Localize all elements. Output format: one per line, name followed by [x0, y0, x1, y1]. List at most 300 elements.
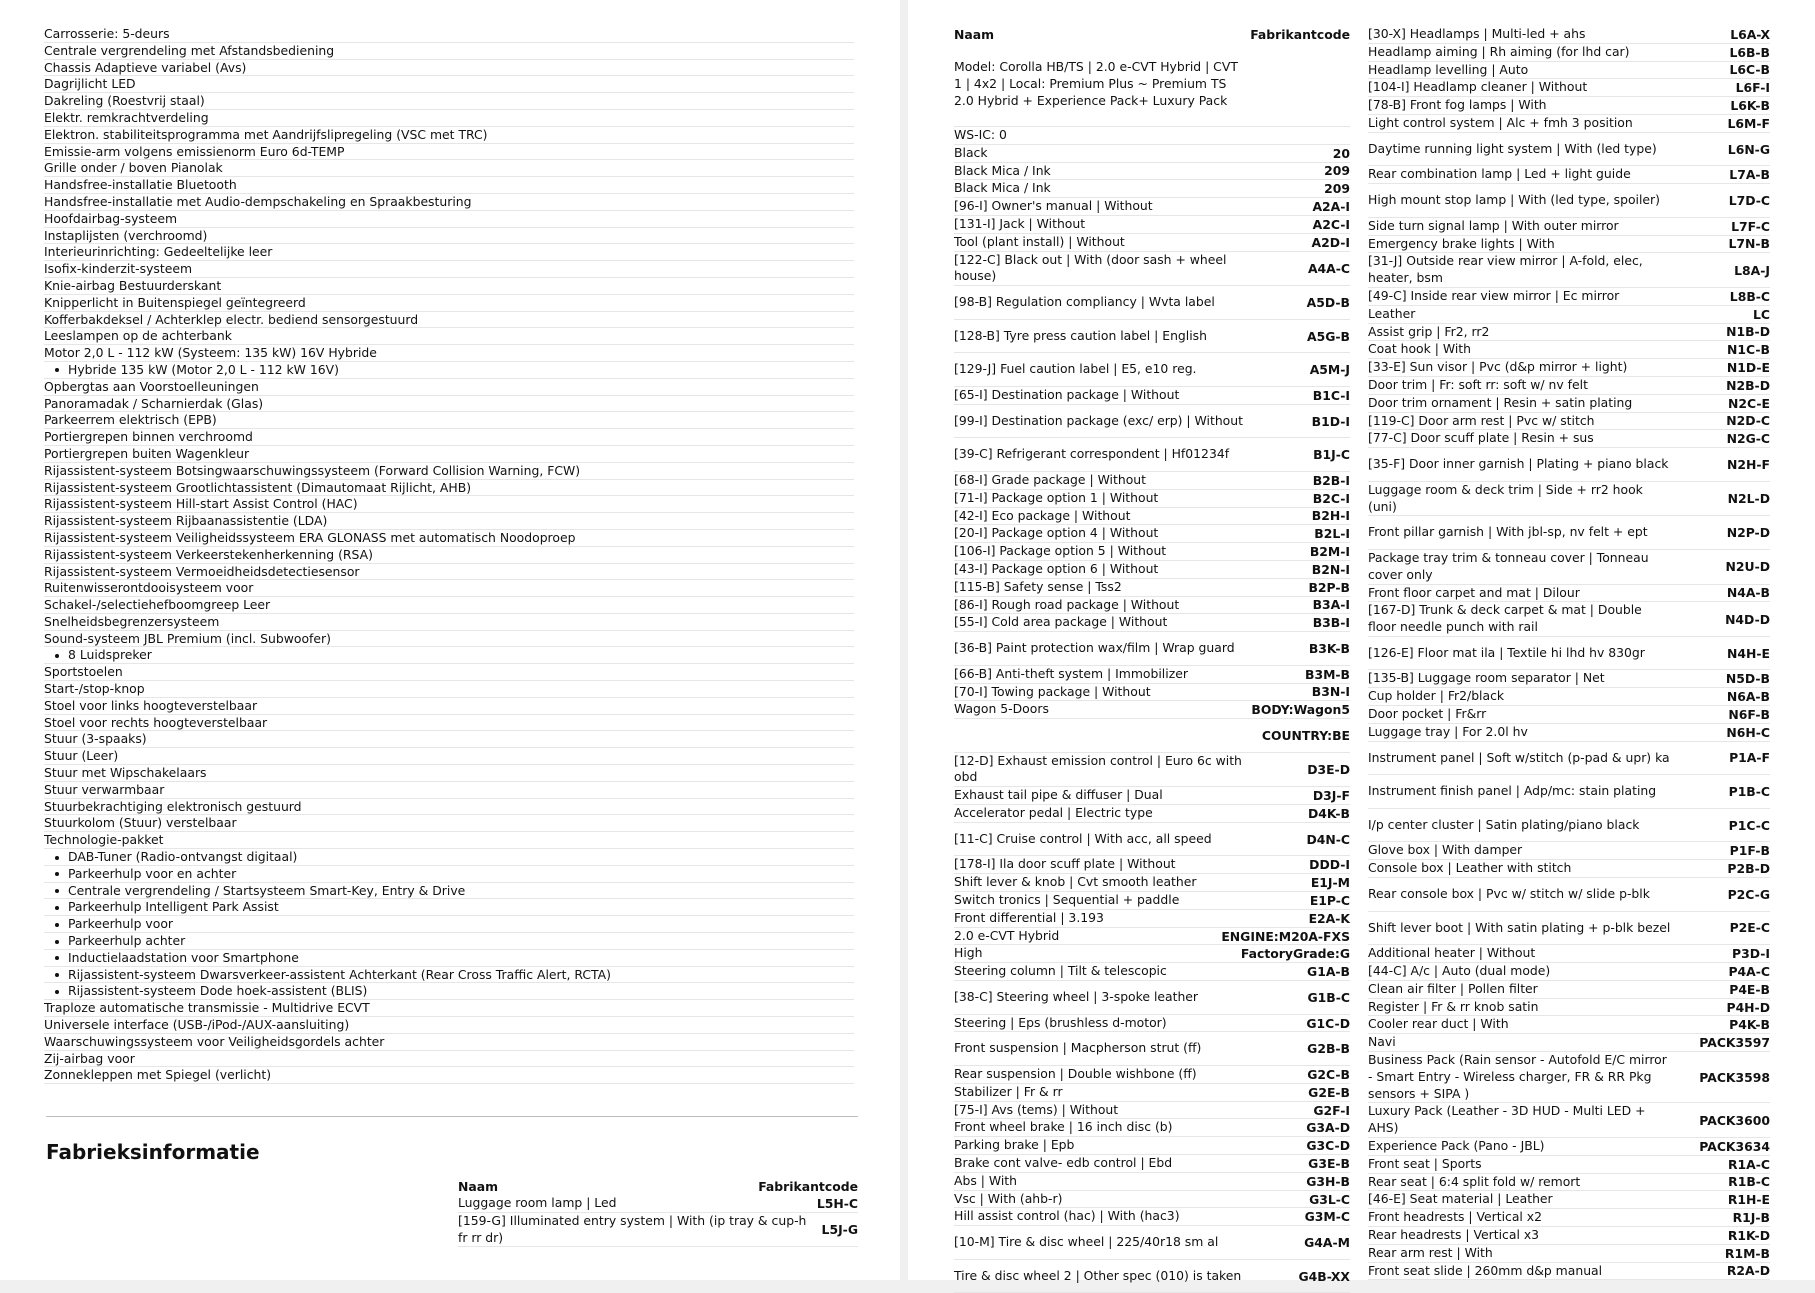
row-name: Hill assist control (hac) | With (hac3)	[954, 1208, 1180, 1224]
table-row	[1368, 1034, 1770, 1052]
table-row	[1368, 1138, 1770, 1156]
row-code: N6H-C	[1726, 724, 1770, 740]
row-name: Glove box | With damper	[1368, 842, 1523, 858]
table-row	[1368, 324, 1770, 342]
row-code: B3B-I	[1312, 615, 1350, 631]
row-name: Black Mica / Ink	[954, 162, 1051, 178]
row-code: D4N-C	[1306, 831, 1350, 847]
row-name: Tool (plant install) | Without	[954, 233, 1125, 249]
table-row	[1368, 688, 1770, 706]
row-name: Rear arm rest | With	[1368, 1244, 1493, 1260]
row-code: PACK3597	[1699, 1035, 1770, 1051]
feature-item: Carrosserie: 5-deurs	[44, 26, 854, 43]
section-title: Fabrieksinformatie	[46, 1140, 260, 1164]
row-code: L7D-C	[1728, 192, 1770, 208]
table-row	[1368, 1016, 1770, 1034]
table-row	[954, 234, 1350, 252]
table-row	[1368, 724, 1770, 742]
row-code: P2B-D	[1727, 861, 1770, 877]
row-code: N2C-E	[1728, 395, 1770, 411]
row-code: N6A-B	[1726, 689, 1770, 705]
feature-item: Centrale vergrendeling met Afstandsbediening	[44, 43, 854, 60]
row-code: N2P-D	[1726, 525, 1770, 541]
table-row	[954, 597, 1350, 615]
feature-item: Rijassistent-systeem Verkeerstekenherkenning (RSA)	[44, 547, 854, 564]
row-name: Luggage room & deck trim | Side + rr2 hook (uni)	[1368, 481, 1643, 514]
row-name: [31-J] Outside rear view mirror | A-fold, elec, heater, bsm	[1368, 253, 1643, 286]
row-code: R1M-B	[1724, 1245, 1770, 1261]
row-name: [36-B] Paint protection wax/film | Wrap guard	[954, 640, 1235, 655]
table-row	[954, 910, 1350, 928]
row-name: [129-J] Fuel caution label | E5, e10 reg.	[954, 361, 1197, 377]
page-left	[0, 0, 900, 1280]
table-row	[954, 1102, 1350, 1120]
row-name: [49-C] Inside rear view mirror | Ec mirror	[1368, 287, 1620, 303]
table-row	[1368, 44, 1770, 62]
row-code: P4K-B	[1729, 1017, 1770, 1033]
feature-item: Dagrijlicht LED	[44, 76, 854, 93]
row-code: P4A-C	[1728, 963, 1770, 979]
row-code: 20	[1332, 145, 1350, 161]
row-name: [99-I] Destination package (exc/ erp) | Without	[954, 412, 1243, 428]
table-row	[954, 320, 1350, 354]
row-code: G3C-D	[1306, 1138, 1350, 1154]
row-name: 2.0 e-CVT Hybrid	[954, 927, 1060, 943]
row-code: G3L-C	[1309, 1191, 1350, 1207]
row-code: L6K-B	[1730, 98, 1770, 114]
row-name: Package tray trim & tonneau cover | Tonneau cover only	[1368, 549, 1649, 582]
table-row	[954, 145, 1350, 163]
table-row	[954, 561, 1350, 579]
row-code: A5G-B	[1307, 328, 1350, 344]
feature-item: Parkeerrem elektrisch (EPB)	[44, 412, 854, 429]
feature-item: Stoel voor links hoogteverstelbaar	[44, 698, 854, 715]
row-name: [96-I] Owner's manual | Without	[954, 198, 1153, 214]
table-row	[1368, 637, 1770, 671]
row-name: Accelerator pedal | Electric type	[954, 805, 1153, 821]
row-name: Luggage tray | For 2.0l hv	[1368, 723, 1528, 739]
row-code: B3A-I	[1312, 597, 1350, 613]
row-name: Front differential | 3.193	[954, 909, 1104, 925]
row-name: [78-B] Front fog lamps | With	[1368, 97, 1547, 113]
table-row	[954, 543, 1350, 561]
row-name: I/p center cluster | Satin plating/piano black	[1368, 816, 1640, 832]
table-row	[954, 823, 1350, 857]
row-code: B3M-B	[1305, 666, 1350, 682]
row-code: B2H-I	[1311, 508, 1350, 524]
row-code: A4A-C	[1307, 260, 1350, 276]
row-code: B3K-B	[1308, 640, 1350, 656]
table-row	[458, 1213, 858, 1248]
row-code: N1B-D	[1726, 324, 1770, 340]
row-code: P2C-G	[1727, 886, 1770, 902]
row-name: [106-I] Package option 5 | Without	[954, 543, 1167, 559]
table-row	[1368, 1103, 1770, 1138]
row-name: Daytime running light system | With (led type)	[1368, 140, 1657, 156]
row-name: Vsc | With (ahb-r)	[954, 1190, 1063, 1206]
row-code: B2C-I	[1312, 490, 1350, 506]
row-code: L6A-X	[1730, 26, 1770, 42]
table-row	[954, 614, 1350, 632]
row-code: R1J-B	[1732, 1210, 1770, 1226]
row-name: Instrument panel | Soft w/stitch (p-pad & upr) ka	[1368, 749, 1670, 765]
row-name: Shift lever boot | With satin plating + p-blk bezel	[1368, 919, 1671, 935]
row-name: Light control system | Alc + fmh 3 position	[1368, 114, 1633, 130]
table-row	[954, 684, 1350, 702]
row-name: [86-I] Rough road package | Without	[954, 596, 1180, 612]
row-name: Switch tronics | Sequential + paddle	[954, 892, 1180, 908]
feature-subitem: Parkeerhulp voor	[44, 916, 854, 933]
feature-item: Kofferbakdeksel / Achterklep electr. bediend sensorgestuurd	[44, 312, 854, 329]
row-code: L8A-J	[1734, 262, 1770, 278]
feature-item: Rijassistent-systeem Grootlichtassistent (Dimautomaat Rijlicht, AHB)	[44, 480, 854, 497]
table-row	[954, 387, 1350, 405]
row-name: [119-C] Door arm rest | Pvc w/ stitch	[1368, 412, 1595, 428]
row-code: G2F-I	[1313, 1102, 1350, 1118]
table-row	[1368, 1052, 1770, 1103]
row-name: Rear combination lamp | Led + light guide	[1368, 166, 1631, 182]
row-name: [128-B] Tyre press caution label | English	[954, 327, 1207, 343]
row-code: B2B-I	[1312, 472, 1350, 488]
table-row	[954, 216, 1350, 234]
table-row	[954, 508, 1350, 526]
row-code: P1B-C	[1728, 784, 1770, 800]
feature-subitem: Inductielaadstation voor Smartphone	[44, 950, 854, 967]
table-row	[954, 963, 1350, 981]
table-row	[1368, 26, 1770, 44]
table-row	[954, 805, 1350, 823]
table-row	[1368, 602, 1770, 637]
row-code: D4K-B	[1307, 805, 1350, 821]
row-code: G1B-C	[1307, 989, 1350, 1005]
feature-item: Zij-airbag voor	[44, 1051, 854, 1068]
page-right	[908, 0, 1815, 1284]
row-name: Wagon 5-Doors	[954, 701, 1049, 717]
row-name: Headlamp aiming | Rh aiming (for lhd car)	[1368, 43, 1630, 59]
table-row	[954, 1191, 1350, 1209]
feature-item: Portiergrepen buiten Wagenkleur	[44, 446, 854, 463]
table-row	[954, 198, 1350, 216]
feature-item: Rijassistent-systeem Veiligheidssysteem ERA GLONASS met automatisch Noodoproep	[44, 530, 854, 547]
row-code: A2A-I	[1312, 199, 1350, 215]
row-name: Black Mica / Ink	[954, 180, 1051, 196]
feature-subitem: 8 Luidspreker	[44, 647, 854, 664]
row-code: R1H-E	[1727, 1192, 1770, 1208]
table-row	[954, 163, 1350, 181]
table-row	[954, 1260, 1350, 1293]
table-row	[1368, 1245, 1770, 1263]
row-code: B1J-C	[1313, 447, 1350, 463]
row-name: [43-I] Package option 6 | Without	[954, 560, 1159, 576]
row-code: N2H-F	[1727, 456, 1770, 472]
row-name: [122-C] Black out | With (door sash + wheel house)	[954, 251, 1227, 284]
factory-table-col1	[954, 26, 1350, 1293]
row-code: G2E-B	[1308, 1084, 1350, 1100]
row-code: G3M-C	[1304, 1209, 1350, 1225]
row-code: G2C-B	[1307, 1066, 1350, 1082]
row-code: L5H-C	[816, 1195, 858, 1211]
table-row	[954, 787, 1350, 805]
row-code: R1A-C	[1728, 1156, 1770, 1172]
row-name: [178-I] Ila door scuff plate | Without	[954, 856, 1176, 872]
table-row	[1368, 516, 1770, 550]
table-row	[954, 719, 1350, 753]
row-code: L7N-B	[1728, 236, 1770, 252]
row-code: N4D-D	[1725, 611, 1770, 627]
row-name: Luggage room lamp | Led	[458, 1195, 617, 1210]
table-row	[1368, 448, 1770, 482]
row-name: Front seat | Sports	[1368, 1155, 1482, 1171]
row-name: Model: Corolla HB/TS | 2.0 e-CVT Hybrid | CVT 1 | 4x2 | Local: Premium Plus ~ Premium TS 2.0 Hybrid + Experience Pack+ Luxury Pack	[954, 59, 1238, 108]
row-code: FactoryGrade:G	[1240, 946, 1350, 962]
row-code: B2L-I	[1314, 526, 1350, 542]
row-code: N4H-E	[1727, 645, 1770, 661]
row-code: D3E-D	[1307, 761, 1350, 777]
table-row	[1368, 963, 1770, 981]
table-header	[954, 26, 1350, 43]
row-name: Clean air filter | Pollen filter	[1368, 980, 1538, 996]
row-name: [44-C] A/c | Auto (dual mode)	[1368, 963, 1551, 979]
row-code: 209	[1324, 181, 1350, 197]
row-name: High mount stop lamp | With (led type, spoiler)	[1368, 192, 1660, 208]
table-row	[954, 525, 1350, 543]
table-row	[1368, 253, 1770, 288]
row-name: Rear seat | 6:4 split fold w/ remort	[1368, 1173, 1581, 1189]
row-name: [115-B] Safety sense | Tss2	[954, 578, 1122, 594]
row-code: B2P-B	[1308, 579, 1350, 595]
feature-subitem: Parkeerhulp achter	[44, 933, 854, 950]
feature-item: Sound-systeem JBL Premium (incl. Subwoofer)	[44, 631, 854, 648]
row-name: [30-X] Headlamps | Multi-led + ahs	[1368, 26, 1586, 41]
table-row	[954, 1155, 1350, 1173]
row-code: R2A-D	[1726, 1263, 1770, 1279]
row-name: Rear console box | Pvc w/ stitch w/ slide p-blk	[1368, 885, 1650, 901]
table-row	[954, 1066, 1350, 1084]
table-row	[1368, 945, 1770, 963]
row-name: [70-I] Towing package | Without	[954, 683, 1151, 699]
row-name: Door pocket | Fr&rr	[1368, 706, 1487, 722]
table-row	[1368, 218, 1770, 236]
feature-item: Stuur verwarmbaar	[44, 782, 854, 799]
table-row	[1368, 809, 1770, 843]
feature-item: Dakreling (Roestvrij staal)	[44, 93, 854, 110]
row-name: Side turn signal lamp | With outer mirror	[1368, 217, 1619, 233]
table-row	[954, 1208, 1350, 1226]
table-row	[954, 353, 1350, 387]
row-code: A5D-B	[1306, 294, 1350, 310]
row-code: G4A-M	[1304, 1235, 1350, 1250]
row-name: [131-I] Jack | Without	[954, 215, 1086, 231]
row-code: 209	[1324, 163, 1350, 179]
feature-subitem: Parkeerhulp Intelligent Park Assist	[44, 899, 854, 916]
feature-item: Opbergtas aan Voorstoelleuningen	[44, 379, 854, 396]
table-row	[954, 1137, 1350, 1155]
table-row	[1368, 706, 1770, 724]
row-name: Abs | With	[954, 1172, 1017, 1188]
feature-item: Snelheidsbegrenzersysteem	[44, 614, 854, 631]
row-code: A5M-J	[1309, 362, 1350, 378]
table-row	[954, 405, 1350, 439]
row-code: R1B-C	[1728, 1174, 1770, 1190]
row-code: P2E-C	[1729, 920, 1770, 936]
table-row	[1368, 1263, 1770, 1281]
row-name: Steering column | Tilt & telescopic	[954, 963, 1167, 979]
feature-item: Interieurinrichting: Gedeeltelijke leer	[44, 244, 854, 261]
table-row	[1368, 1191, 1770, 1209]
feature-item: Portiergrepen binnen verchroomd	[44, 429, 854, 446]
row-name: Front headrests | Vertical x2	[1368, 1209, 1543, 1225]
row-code: LC	[1753, 306, 1770, 322]
table-header	[458, 1178, 858, 1195]
table-row	[954, 1226, 1350, 1260]
table-row	[954, 1032, 1350, 1066]
feature-item: Stuur met Wipschakelaars	[44, 765, 854, 782]
row-name: Front pillar garnish | With jbl-sp, nv felt + ept	[1368, 524, 1648, 540]
table-row	[954, 981, 1350, 1015]
row-code: N5D-B	[1725, 671, 1770, 687]
row-code: A2D-I	[1311, 234, 1350, 250]
row-code: P3D-I	[1732, 946, 1770, 962]
feature-list	[44, 26, 854, 1084]
table-row	[1368, 550, 1770, 585]
feature-item: Emissie-arm volgens emissienorm Euro 6d-TEMP	[44, 144, 854, 161]
feature-item: Instaplijsten (verchroomd)	[44, 228, 854, 245]
table-row	[1368, 742, 1770, 776]
row-name: High	[954, 945, 983, 961]
feature-item: Rijassistent-systeem Rijbaanassistentie (LDA)	[44, 513, 854, 530]
feature-item: Zonnekleppen met Spiegel (verlicht)	[44, 1067, 854, 1084]
feature-subitem: Rijassistent-systeem Dwarsverkeer-assistent Achterkant (Rear Cross Traffic Alert, RCTA)	[44, 967, 854, 984]
feature-item: Stoel voor rechts hoogteverstelbaar	[44, 715, 854, 732]
row-name: Console box | Leather with stitch	[1368, 860, 1572, 876]
table-row	[1368, 79, 1770, 97]
feature-item: Elektr. remkrachtverdeling	[44, 110, 854, 127]
table-row	[1368, 395, 1770, 413]
table-row	[1368, 482, 1770, 517]
row-code: G2B-B	[1307, 1041, 1350, 1057]
header-code: Fabrikantcode	[758, 1179, 858, 1194]
feature-item: Schakel-/selectiehefboomgreep Leer	[44, 597, 854, 614]
feature-item: Stuur (3-spaaks)	[44, 731, 854, 748]
row-code: B1C-I	[1312, 387, 1350, 403]
feature-item: Knipperlicht in Buitenspiegel geïntegreerd	[44, 295, 854, 312]
table-row	[1368, 585, 1770, 603]
row-name: [126-E] Floor mat ila | Textile hi lhd hv 830gr	[1368, 644, 1645, 660]
row-name: Shift lever & knob | Cvt smooth leather	[954, 874, 1197, 890]
row-code: B3N-I	[1311, 684, 1350, 700]
row-name: Additional heater | Without	[1368, 945, 1536, 961]
table-row	[954, 180, 1350, 198]
row-name: [42-I] Eco package | Without	[954, 507, 1131, 523]
row-name: Cup holder | Fr2/black	[1368, 688, 1505, 704]
feature-item: Handsfree-installatie met Audio-dempschakeling en Spraakbesturing	[44, 194, 854, 211]
row-name: [71-I] Package option 1 | Without	[954, 489, 1159, 505]
feature-item: Sportstoelen	[44, 664, 854, 681]
row-name: [159-G] Illuminated entry system | With (ip tray & cup-h fr rr dr)	[458, 1212, 807, 1245]
table-row	[1368, 842, 1770, 860]
table-row	[954, 701, 1350, 719]
row-code: L6M-F	[1727, 115, 1770, 131]
table-row	[1368, 184, 1770, 218]
row-code: N1D-E	[1726, 360, 1770, 376]
table-row	[1368, 97, 1770, 115]
row-name: [104-I] Headlamp cleaner | Without	[1368, 79, 1588, 95]
row-code: L7F-C	[1731, 218, 1770, 234]
table-row	[1368, 1156, 1770, 1174]
row-name: Assist grip | Fr2, rr2	[1368, 323, 1490, 339]
section-divider	[46, 1116, 858, 1117]
table-row	[458, 1195, 858, 1213]
table-row	[954, 1015, 1350, 1033]
table-row	[1368, 670, 1770, 688]
row-code: N6F-B	[1728, 706, 1770, 722]
row-code: P1A-F	[1729, 750, 1770, 766]
feature-item: Rijassistent-systeem Hill-start Assist Control (HAC)	[44, 496, 854, 513]
row-code: L8B-C	[1729, 288, 1770, 304]
row-name: Steering | Eps (brushless d-motor)	[954, 1014, 1167, 1030]
table-row	[1368, 999, 1770, 1017]
row-name: [65-I] Destination package | Without	[954, 386, 1180, 402]
row-code: N1C-B	[1727, 342, 1770, 358]
table-row	[954, 856, 1350, 874]
table-row	[954, 874, 1350, 892]
row-code: N4A-B	[1726, 585, 1770, 601]
row-code: N2G-C	[1726, 431, 1770, 447]
table-row	[954, 43, 1350, 127]
row-name: [66-B] Anti-theft system | Immobilizer	[954, 665, 1188, 681]
row-name: Headlamp levelling | Auto	[1368, 61, 1529, 77]
feature-item: Handsfree-installatie Bluetooth	[44, 177, 854, 194]
factory-table-left	[458, 1178, 858, 1247]
feature-item: Leeslampen op de achterbank	[44, 328, 854, 345]
row-code: P1F-B	[1729, 843, 1770, 859]
row-name: Front suspension | Macpherson strut (ff)	[954, 1040, 1202, 1056]
row-code: P4E-B	[1729, 981, 1770, 997]
table-row	[1368, 115, 1770, 133]
feature-subitem: Rijassistent-systeem Dode hoek-assistent (BLIS)	[44, 983, 854, 1000]
header-naam: Naam	[458, 1179, 499, 1194]
row-code: G4B-XX	[1298, 1268, 1350, 1284]
row-name: Front floor carpet and mat | Dilour	[1368, 584, 1580, 600]
row-name: [75-I] Avs (tems) | Without	[954, 1101, 1119, 1117]
row-code: L6B-B	[1729, 44, 1770, 60]
row-name: [12-D] Exhaust emission control | Euro 6c with obd	[954, 752, 1242, 785]
table-row	[1368, 912, 1770, 946]
row-code: ENGINE:M20A-FXS	[1221, 928, 1350, 944]
row-name: Black	[954, 144, 988, 160]
feature-subitem: Parkeerhulp voor en achter	[44, 866, 854, 883]
feature-item: Hoofdairbag-systeem	[44, 211, 854, 228]
row-name: Door trim ornament | Resin + satin plating	[1368, 394, 1633, 410]
row-name: Rear headrests | Vertical x3	[1368, 1226, 1540, 1242]
feature-item: Grille onder / boven Pianolak	[44, 160, 854, 177]
row-name: Luxury Pack (Leather - 3D HUD - Multi LED + AHS)	[1368, 1103, 1646, 1136]
table-row	[1368, 166, 1770, 184]
row-code: L5J-G	[821, 1222, 858, 1238]
row-name: [135-B] Luggage room separator | Net	[1368, 670, 1605, 686]
table-row	[954, 1084, 1350, 1102]
row-name: Business Pack (Rain sensor - Autofold E/C mirror - Smart Entry - Wireless charger, FR & RR Pkg sensors + SIPA )	[1368, 1052, 1667, 1101]
table-row	[954, 438, 1350, 472]
table-row	[1368, 133, 1770, 167]
feature-item: Knie-airbag Bestuurderskant	[44, 278, 854, 295]
feature-item: Motor 2,0 L - 112 kW (Systeem: 135 kW) 16V Hybride	[44, 345, 854, 362]
feature-item: Panoramadak / Scharnierdak (Glas)	[44, 396, 854, 413]
table-row	[954, 472, 1350, 490]
table-row	[1368, 341, 1770, 359]
feature-item: Chassis Adaptieve variabel (Avs)	[44, 60, 854, 77]
row-name: Exhaust tail pipe & diffuser | Dual	[954, 787, 1163, 803]
